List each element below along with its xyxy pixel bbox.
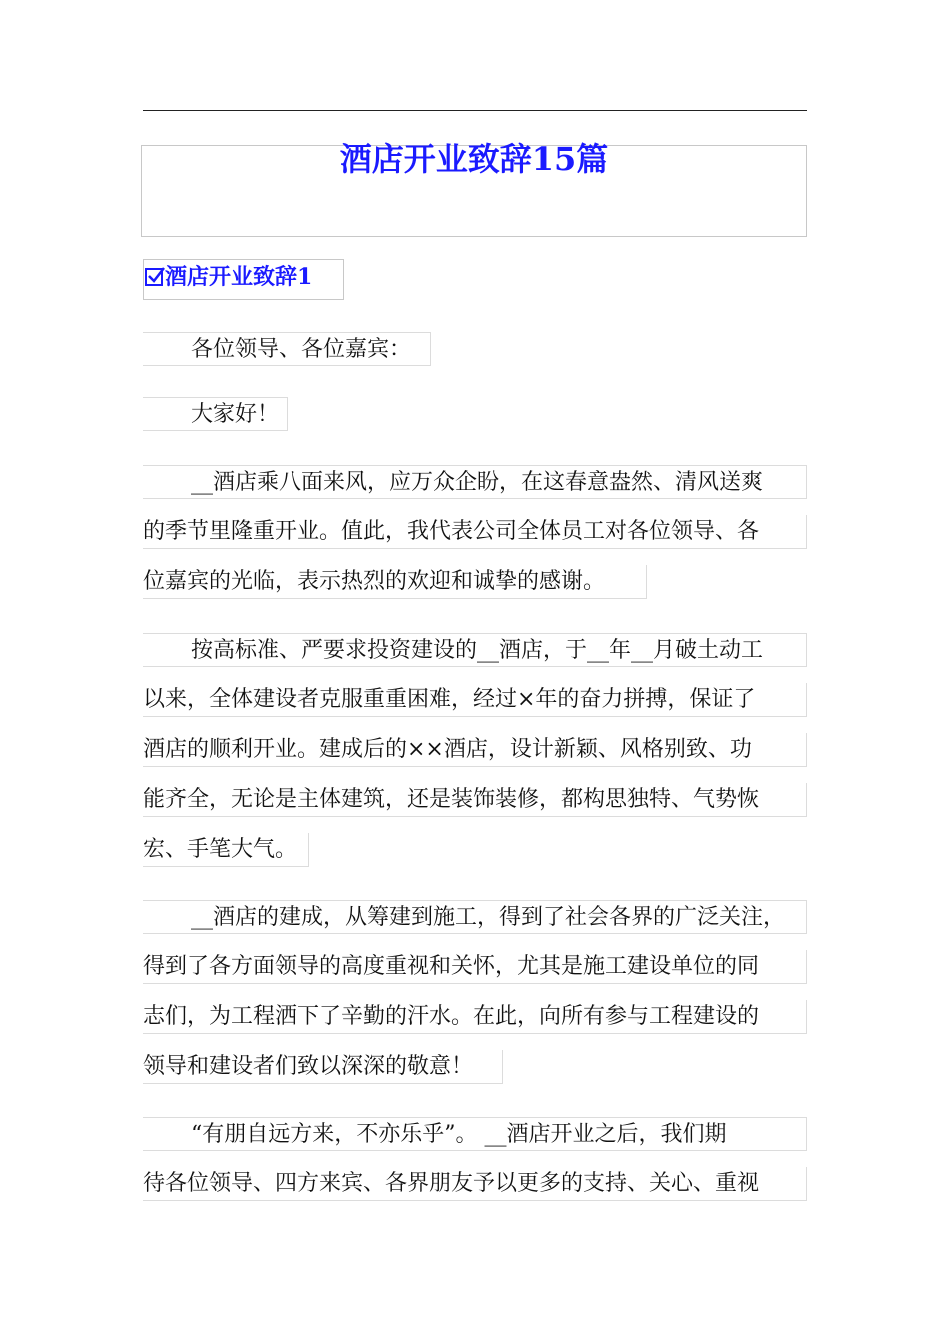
paragraph-line: 得到了各方面领导的高度重视和关怀，尤其是施工建设单位的同 — [143, 950, 807, 984]
paragraph-line: 各位领导、各位嘉宾： — [143, 332, 431, 366]
paragraph-line: 能齐全，无论是主体建筑，还是装饰装修，都构思独特、气势恢 — [143, 783, 807, 817]
paragraph-line: 待各位领导、四方来宾、各界朋友予以更多的支持、关心、重视 — [143, 1167, 807, 1201]
paragraph-line: 按高标准、严要求投资建设的__酒店，于__年__月破土动工 — [143, 633, 807, 667]
paragraph-line: 大家好！ — [143, 397, 288, 431]
paragraph-line: 宏、手笔大气。 — [143, 833, 309, 867]
paragraph-line: 酒店的顺利开业。建成后的××酒店，设计新颖、风格别致、功 — [143, 733, 807, 767]
paragraph-line: 位嘉宾的光临，表示热烈的欢迎和诚挚的感谢。 — [143, 565, 647, 599]
paragraph-line: 的季节里隆重开业。值此，我代表公司全体员工对各位领导、各 — [143, 515, 807, 549]
checkbox-checked-icon — [145, 268, 163, 286]
top-rule — [143, 110, 807, 111]
paragraph-line: __酒店的建成，从筹建到施工，得到了社会各界的广泛关注， — [143, 900, 807, 934]
paragraph-line: 以来，全体建设者克服重重困难，经过×年的奋力拼搏，保证了 — [143, 683, 807, 717]
section-heading-text: 酒店开业致辞1 — [165, 264, 313, 290]
paragraph-line: 志们，为工程洒下了辛勤的汗水。在此，向所有参与工程建设的 — [143, 1000, 807, 1034]
document-title: 酒店开业致辞15篇 — [339, 140, 609, 178]
paragraph-line: 领导和建设者们致以深深的敬意！ — [143, 1050, 503, 1084]
paragraph-line: __酒店乘八面来风，应万众企盼，在这春意盎然、清风送爽 — [143, 465, 807, 499]
section-heading — [145, 258, 312, 296]
paragraph-line: “有朋自远方来，不亦乐乎”。 __酒店开业之后，我们期 — [143, 1117, 807, 1151]
